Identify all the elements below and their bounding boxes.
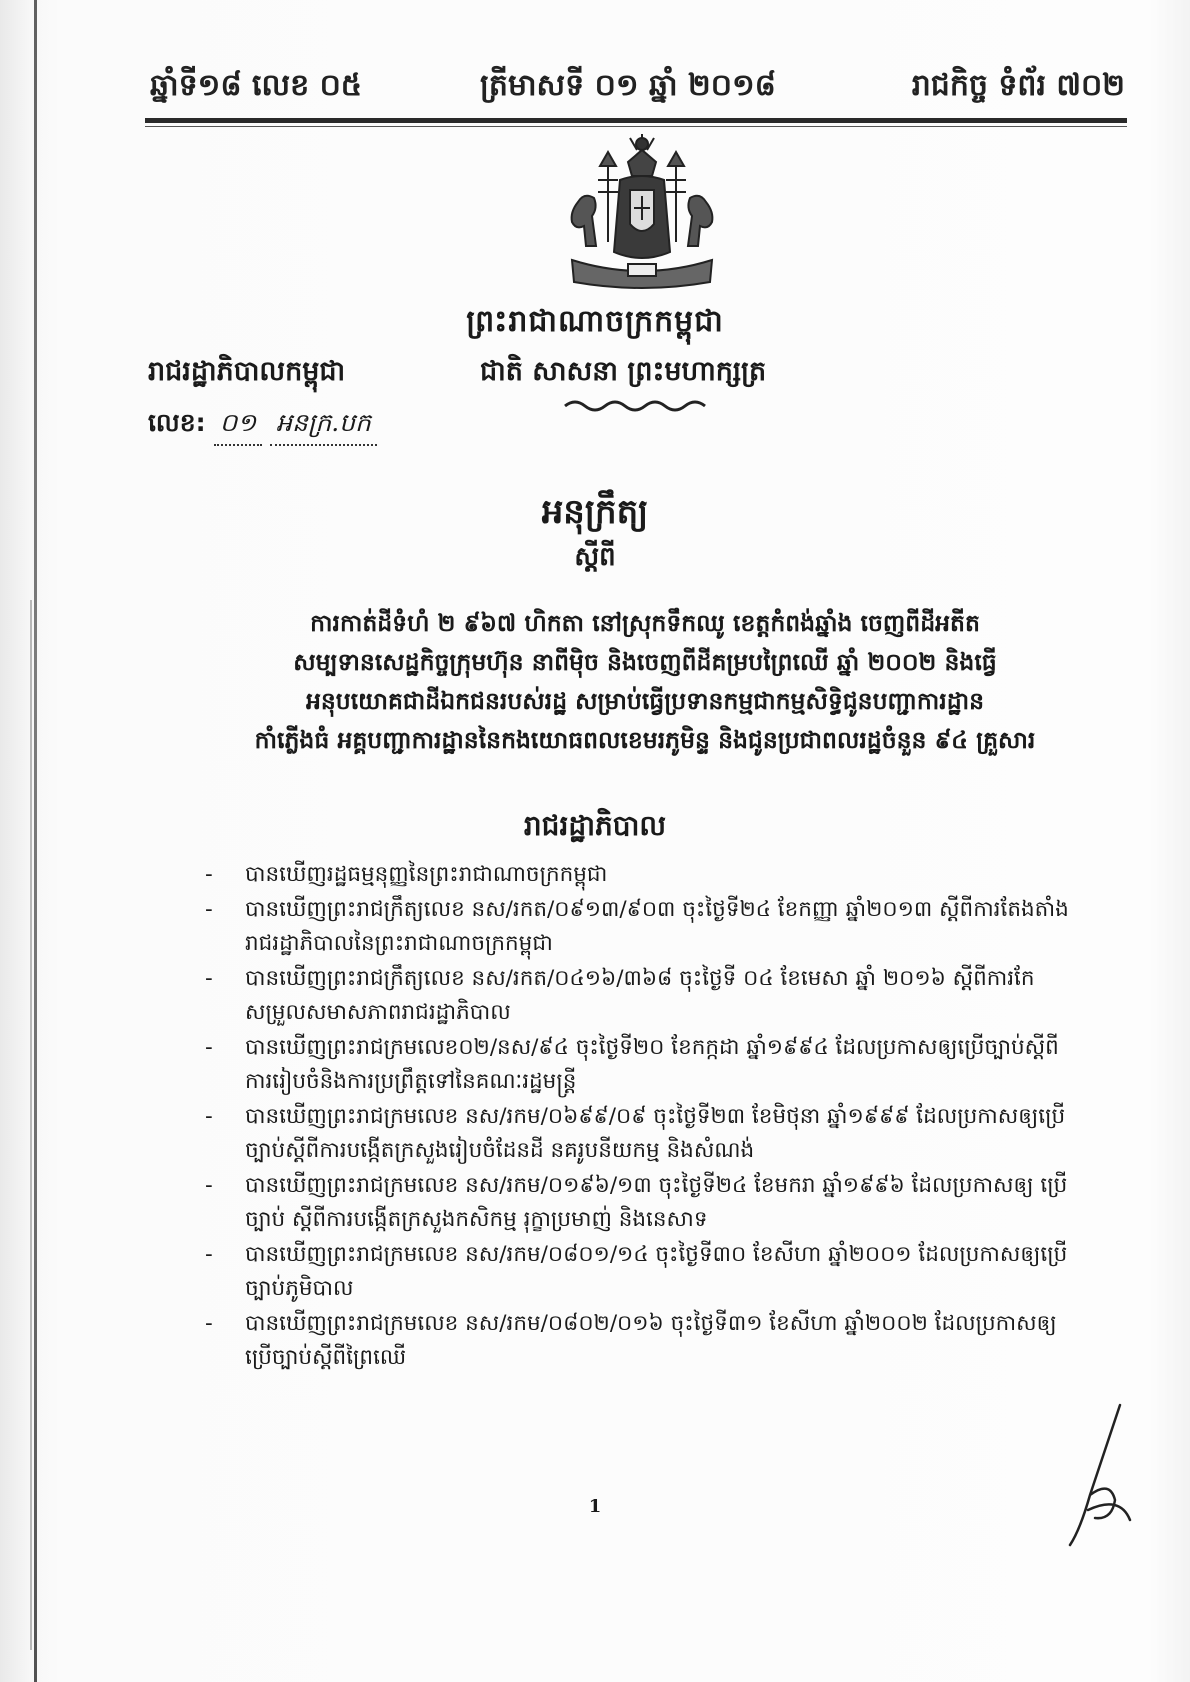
bullet-dash: - — [205, 1310, 213, 1336]
list-item: - បានឃើញព្រះរាជក្រមលេខ នស/រកម/០៨០១/១៤ ចុះថ្ងៃទី៣០ ខែសីហា ឆ្នាំ២០០១ ដែលប្រកាសឲ្យប្រើ ច្បាប់ភូមិបាល — [205, 1238, 1105, 1307]
list-item: - បានឃើញព្រះរាជក្រឹត្យលេខ នស/រកត/០៤១៦/៣៦៨ ចុះថ្ងៃទី ០៤ ខែមេសា ឆ្នាំ ២០១៦ ស្តីពីការកែ សម្រួលសមាសភាពរាជរដ្ឋាភិបាល — [205, 962, 1105, 1031]
bullet-dash: - — [205, 1241, 213, 1267]
royal-coat-of-arms-icon — [560, 132, 725, 294]
recitals-list — [205, 858, 1105, 1376]
bullet-dash: - — [205, 862, 213, 887]
bullet-dash: - — [205, 896, 213, 922]
document-type: អនុក្រឹត្យ — [541, 492, 649, 532]
bullet-dash: - — [205, 1103, 213, 1129]
list-item: - បានឃើញព្រះរាជក្រមលេខ នស/រកម/០៨០២/០១៦ ចុះថ្ងៃទី៣១ ខែសីហា ឆ្នាំ២០០២ ដែលប្រកាសឲ្យ ប្រើច្បាប់ស្តីពីព្រៃឈើ — [205, 1307, 1105, 1376]
list-item: - បានឃើញព្រះរាជក្រមលេខ០២/នស/៩៤ ចុះថ្ងៃទី២០ ខែកក្កដា ឆ្នាំ១៩៩៤ ដែលប្រកាសឲ្យប្រើច្បាប់ស្តីពី ការរៀបចំនិងការប្រព្រឹត្តទៅនៃគណៈរដ្ឋមន្ត្រី — [205, 1031, 1105, 1100]
subject-line: សម្បទានសេដ្ឋកិច្ចក្រុមហ៊ុន នាពីម៉ិច និងចេញពីដីគម្របព្រៃឈើ ឆ្នាំ ២០០២ និងធ្វើ — [293, 648, 997, 676]
header-rule — [145, 118, 1127, 123]
reference-handwritten-number: ០១ — [214, 408, 263, 446]
page-number: 1 — [588, 1496, 602, 1517]
header-quarter: ត្រីមាសទី ០១ ឆ្នាំ ២០១៨ — [480, 68, 776, 103]
list-item: - បានឃើញព្រះរាជក្រឹត្យលេខ នស/រកត/០៩១៣/៩០៣ ចុះថ្ងៃទី២៤ ខែកញ្ញា ឆ្នាំ២០១៣ ស្តីពីការតែងតាំង រាជរដ្ឋាភិបាលនៃព្រះរាជាណាចក្រកម្ពុជា — [205, 893, 1105, 962]
decorative-flourish-icon — [560, 396, 720, 416]
list-item: - បានឃើញព្រះរាជក្រមលេខ នស/រកម/០៦៩៩/០៩ ចុះថ្ងៃទី២៣ ខែមិថុនា ឆ្នាំ១៩៩៩ ដែលប្រកាសឲ្យប្រើ ច្បាប់ស្តីពីការបង្កើតក្រសួងរៀបចំដែនដី នគរូបនីយកម្ម និងសំណង់ — [205, 1100, 1105, 1169]
national-motto: ជាតិ សាសនា ព្រះមហាក្សត្រ — [480, 356, 767, 387]
list-item: - បានឃើញរដ្ឋធម្មនុញ្ញនៃព្រះរាជាណាចក្រកម្ពុជា — [205, 858, 1105, 893]
subject-line: អនុបយោគជាដីឯកជនរបស់រដ្ឋ សម្រាប់ធ្វើប្រទានកម្មជាកម្មសិទ្ធិជូនបញ្ជាការដ្ឋាន — [305, 687, 985, 715]
bullet-dash: - — [205, 1172, 213, 1198]
bullet-dash: - — [205, 1034, 213, 1060]
subject-line: ការកាត់ដីទំហំ ២ ៩៦៧ ហិកតា នៅស្រុកទឹកឈូ ខេត្តកំពង់ឆ្នាំង ចេញពីដីអតីត — [310, 609, 980, 637]
subject-block — [205, 604, 1085, 760]
header-page: រាជកិច្ច ទំព័រ ៧០២ — [911, 68, 1125, 103]
header-issue: ឆ្នាំទី១៨ លេខ ០៥ — [150, 68, 363, 103]
authority-heading: រាជរដ្ឋាភិបាល — [523, 809, 667, 842]
reference-suffix: អនក្រ.បក — [270, 408, 377, 446]
reference-number — [148, 408, 377, 446]
bullet-dash: - — [205, 965, 213, 991]
signature-initial — [1050, 1400, 1140, 1550]
header-rule-thin — [145, 126, 1127, 127]
issuing-authority: រាជរដ្ឋាភិបាលកម្ពុជា — [148, 356, 346, 387]
kingdom-title: ព្រះរាជាណាចក្រកម្ពុជា — [466, 304, 724, 339]
subject-line: កាំភ្លើងធំ អគ្គបញ្ជាការដ្ឋាននៃកងយោធពលខេមរភូមិន្ទ និងជូនប្រជាពលរដ្ឋចំនួន ៩៤ គ្រួសារ — [254, 726, 1036, 754]
reference-label: លេខ: — [148, 408, 206, 437]
list-item: - បានឃើញព្រះរាជក្រមលេខ នស/រកម/០១៩៦/១៣ ចុះថ្ងៃទី២៤ ខែមករា ឆ្នាំ១៩៩៦ ដែលប្រកាសឲ្យ ប្រើ ច្បាប់ ស្តីពីការបង្កើតក្រសួងកសិកម្ម រុក្ខាប្រមាញ់ និងនេសាទ — [205, 1169, 1105, 1238]
about-label: ស្តីពី — [574, 542, 616, 572]
gazette-header — [150, 66, 1125, 106]
scan-edge-shadow — [30, 600, 32, 1650]
